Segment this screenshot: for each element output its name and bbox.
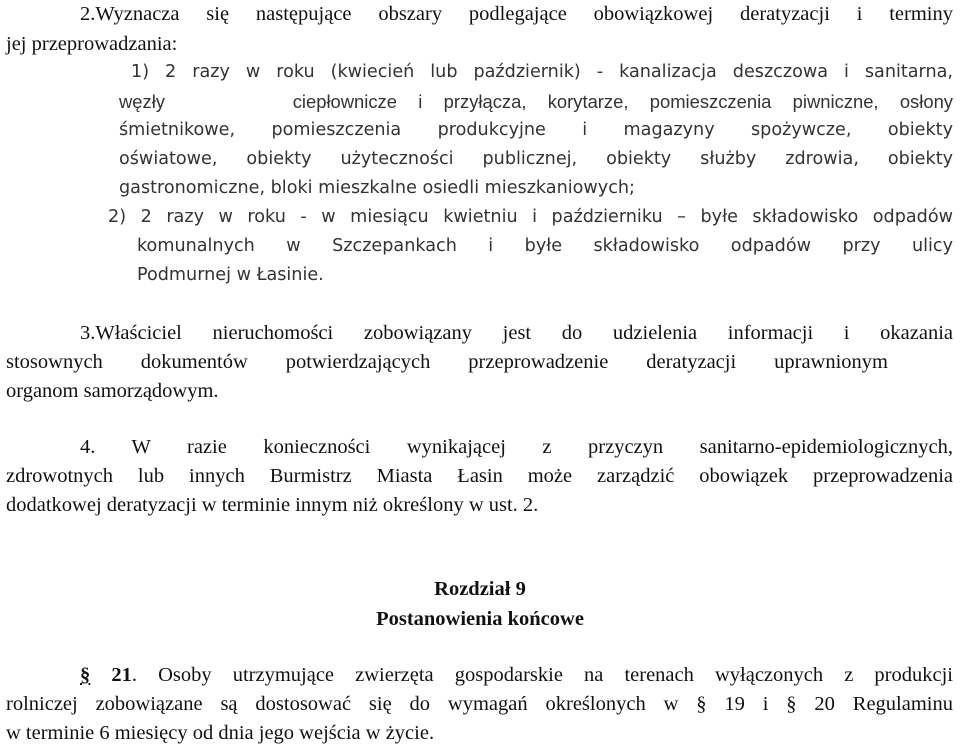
paragraph-21-line-2: rolniczej zobowiązane są dostosować się do wymagań określonych w § 19 i § 20 Regulaminu [6,693,953,715]
chapter-title: Postanowienia końcowe [376,608,584,630]
section-2-line-2: jej przeprowadzania: [6,33,178,55]
paragraph-21-line-1 [80,665,953,686]
item-1-line-2: węzły ciepłownicze i przyłącza, korytarze, pomieszczenia piwniczne, osłony [119,91,953,112]
item-2-line-3: Podmurnej w Łasinie. [137,265,324,285]
item-2-line-2: komunalnych w Szczepankach i byłe składowisko odpadów przy ulicy [137,236,953,256]
paragraph-symbol: § [80,664,91,686]
item-2-line-1: 2) 2 razy w roku - w miesiącu kwietniu i październiku – byłe składowisko odpadów [108,207,953,227]
item-1-line-5: gastronomiczne, bloki mieszkalne osiedli mieszkaniowych; [119,178,635,198]
paragraph-21-text: . Osoby utrzymujące zwierzęta gospodarskie na terenach wyłączonych z produkcji [131,664,953,686]
item-1-line-1: 1) 2 razy w roku (kwiecień lub październik) - kanalizacja deszczowa i sanitarna, [131,62,953,82]
item-1-line-4: oświatowe, obiekty użyteczności publicznej, obiekty służby zdrowia, obiekty [119,149,953,169]
chapter-number: Rozdział 9 [434,578,526,600]
section-4-line-2: zdrowotnych lub innych Burmistrz Miasta Łasin może zarządzić obowiązek przeprowadzenia [6,465,953,487]
item-1-line-3: śmietnikowe, pomieszczenia produkcyjne i magazyny spożywcze, obiekty [119,120,953,140]
section-3-line-1: 3.Właściciel nieruchomości zobowiązany jest do udzielenia informacji i okazania [80,322,953,344]
section-3-line-2: stosownych dokumentów potwierdzających przeprowadzenie deratyzacji uprawnionym [6,351,888,373]
paragraph-number: 21 [111,664,132,686]
paragraph-21-line-3: w terminie 6 miesięcy od dnia jego wejścia w życie. [6,722,435,744]
section-2-line-1: 2.Wyznacza się następujące obszary podlegające obowiązkowej deratyzacji i terminy [80,3,953,25]
section-4-line-3: dodatkowej deratyzacji w terminie innym niż określony w ust. 2. [6,494,539,516]
section-4-line-1: 4. W razie konieczności wynikającej z przyczyn sanitarno-epidemiologicznych, [80,436,953,458]
section-3-line-3: organom samorządowym. [6,380,219,402]
